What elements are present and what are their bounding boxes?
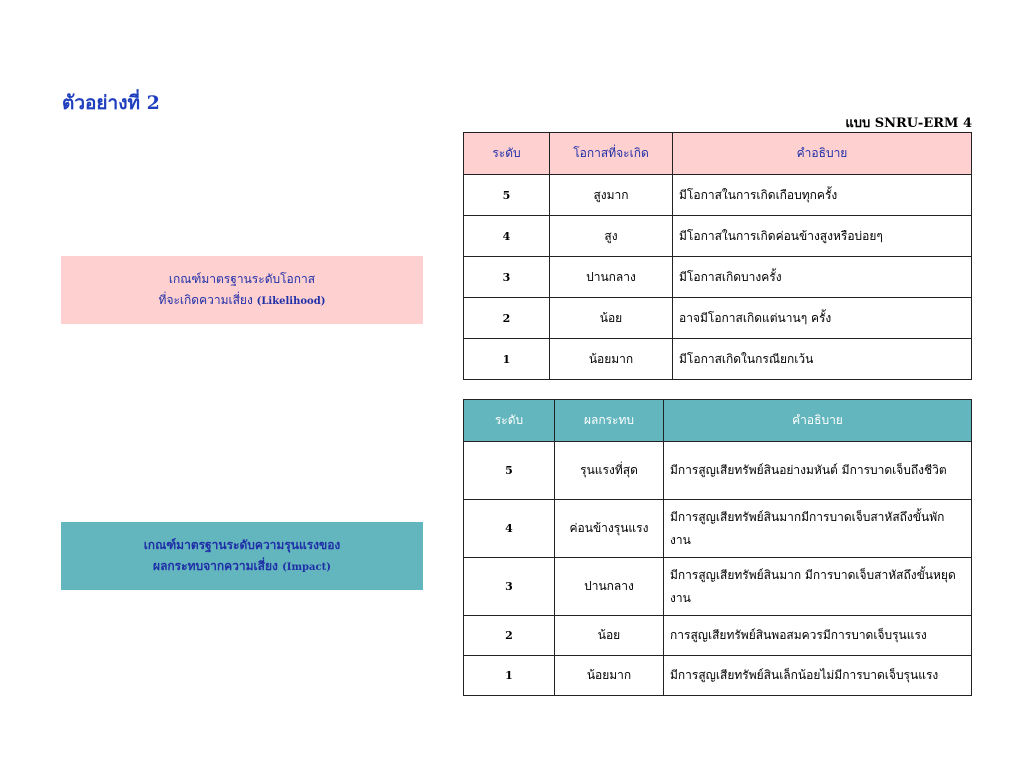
likelihood-box-line1: เกณฑ์มาตรฐานระดับโอกาส (168, 271, 316, 286)
table-row (464, 175, 972, 216)
row-description: มีโอกาสเกิดในกรณียกเว้น (673, 339, 972, 380)
row-description: มีโอกาสเกิดบางครั้ง (673, 257, 972, 298)
header-impact: ผลกระทบ (555, 400, 664, 442)
row-likelihood: สูง (550, 216, 673, 257)
row-description: อาจมีโอกาสเกิดแต่นานๆ ครั้ง (673, 298, 972, 339)
header-level: ระดับ (464, 400, 555, 442)
table-row (464, 339, 972, 380)
row-description: การสูญเสียทรัพย์สินพอสมควรมีการบาดเจ็บรุนแรง (664, 616, 972, 656)
page-title: ตัวอย่างที่ 2 (62, 92, 160, 114)
impact-table-header (464, 400, 972, 442)
row-impact: ปานกลาง (555, 558, 664, 616)
impact-box-line2-th: ผลกระทบจากความเสี่ยง (153, 558, 278, 573)
row-level: 3 (464, 257, 550, 298)
row-description: มีโอกาสในการเกิดค่อนข้างสูงหรือบ่อยๆ (673, 216, 972, 257)
likelihood-table-header (464, 133, 972, 175)
table-row (464, 216, 972, 257)
table-row (464, 442, 972, 500)
row-impact: รุนแรงที่สุด (555, 442, 664, 500)
table-row (464, 500, 972, 558)
row-impact: ค่อนข้างรุนแรง (555, 500, 664, 558)
impact-box-line2 (153, 556, 331, 578)
row-description: มีการสูญเสียทรัพย์สินมาก มีการบาดเจ็บสาหัสถึงขั้นหยุดงาน (664, 558, 972, 616)
row-level: 1 (464, 339, 550, 380)
table-row (464, 616, 972, 656)
likelihood-criteria-box (61, 256, 423, 324)
impact-box-line1: เกณฑ์มาตรฐานระดับความรุนแรงของ (143, 537, 341, 552)
row-level: 2 (464, 298, 550, 339)
form-code: แบบ SNRU-ERM 4 (845, 116, 972, 131)
table-row (464, 656, 972, 696)
row-level: 4 (464, 500, 555, 558)
header-level: ระดับ (464, 133, 550, 175)
row-description: มีการสูญเสียทรัพย์สินอย่างมหันต์ มีการบาดเจ็บถึงชีวิต (664, 442, 972, 500)
likelihood-box-line2 (159, 290, 326, 312)
impact-table (463, 399, 972, 696)
row-likelihood: สูงมาก (550, 175, 673, 216)
row-level: 2 (464, 616, 555, 656)
table-row (464, 298, 972, 339)
header-description: คำอธิบาย (673, 133, 972, 175)
row-description: มีโอกาสในการเกิดเกือบทุกครั้ง (673, 175, 972, 216)
row-level: 4 (464, 216, 550, 257)
row-likelihood: น้อยมาก (550, 339, 673, 380)
row-level: 5 (464, 442, 555, 500)
table-row (464, 257, 972, 298)
impact-criteria-box (61, 522, 423, 590)
header-description: คำอธิบาย (664, 400, 972, 442)
row-likelihood: น้อย (550, 298, 673, 339)
row-level: 3 (464, 558, 555, 616)
header-likelihood: โอกาสที่จะเกิด (550, 133, 673, 175)
likelihood-table (463, 132, 972, 380)
impact-box-line2-en: (Impact) (282, 561, 331, 573)
row-likelihood: ปานกลาง (550, 257, 673, 298)
row-impact: น้อยมาก (555, 656, 664, 696)
row-description: มีการสูญเสียทรัพย์สินเล็กน้อยไม่มีการบาดเจ็บรุนแรง (664, 656, 972, 696)
row-impact: น้อย (555, 616, 664, 656)
row-level: 1 (464, 656, 555, 696)
row-description: มีการสูญเสียทรัพย์สินมากมีการบาดเจ็บสาหัสถึงขั้นพักงาน (664, 500, 972, 558)
likelihood-box-line2-th: ที่จะเกิดความเสี่ยง (158, 292, 253, 307)
row-level: 5 (464, 175, 550, 216)
table-row (464, 558, 972, 616)
likelihood-box-line2-en: (Likelihood) (256, 295, 326, 307)
